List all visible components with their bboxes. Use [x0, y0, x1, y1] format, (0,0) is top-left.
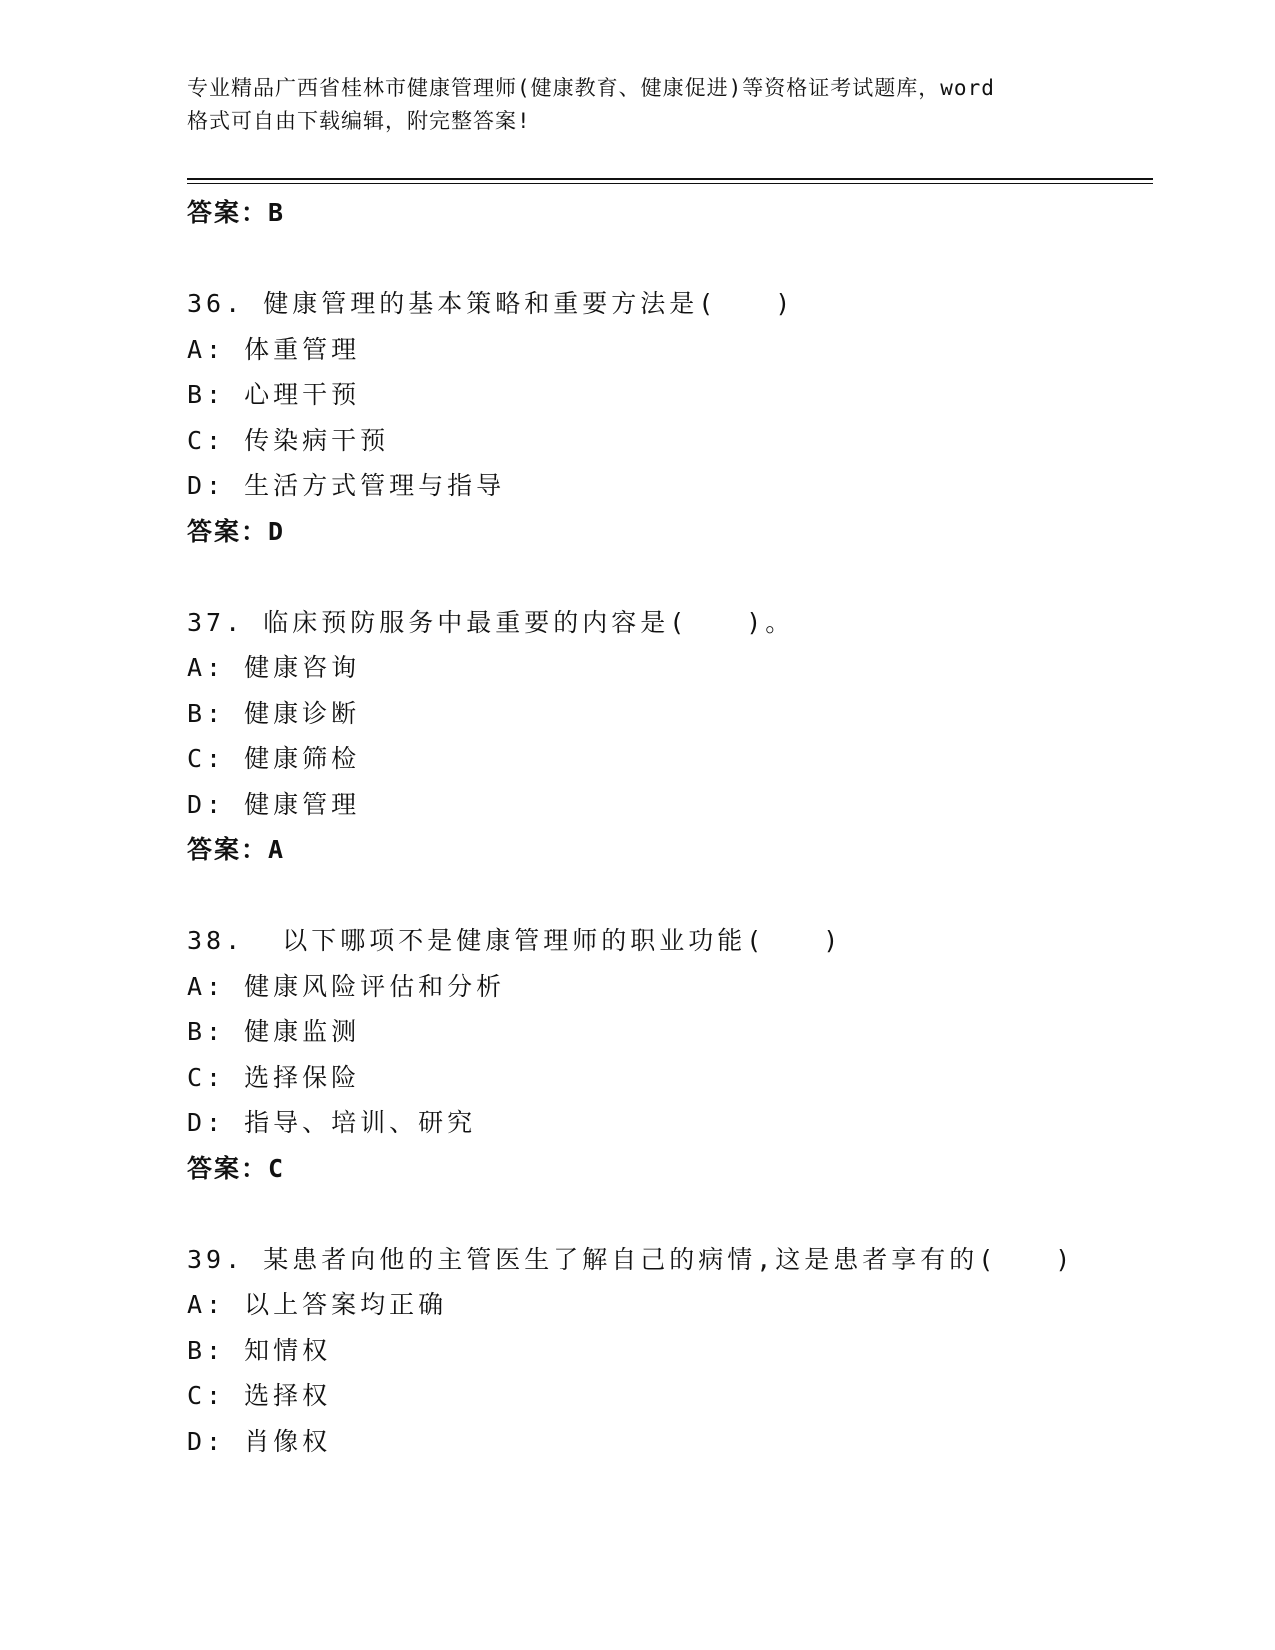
option-a: A: 以上答案均正确	[187, 1290, 448, 1319]
question-38	[187, 918, 1147, 1191]
question-39	[187, 1237, 1147, 1465]
spacer	[187, 1191, 1147, 1237]
option-c: C: 选择保险	[187, 1062, 361, 1092]
option-b: B: 健康诊断	[187, 698, 361, 728]
option-c: C: 选择权	[187, 1381, 332, 1410]
option-d: D: 指导、培训、研究	[187, 1108, 477, 1137]
option-b: B: 健康监测	[187, 1017, 361, 1046]
option-a: A: 体重管理	[187, 334, 361, 364]
header-line-2: 格式可自由下载编辑，附完整答案!	[187, 109, 531, 133]
spacer	[187, 236, 1147, 282]
spacer	[187, 554, 1147, 600]
answer: 答案：C	[187, 1153, 286, 1183]
answer: 答案：D	[187, 516, 286, 546]
option-b: B: 心理干预	[187, 380, 361, 409]
question-stem: 37. 临床预防服务中最重要的内容是( )。	[187, 607, 795, 637]
header-rule-thick	[187, 178, 1153, 180]
spacer	[187, 873, 1147, 919]
option-a: A: 健康咨询	[187, 653, 361, 682]
question-36	[187, 281, 1147, 554]
option-c: C: 传染病干预	[187, 425, 390, 455]
question-list	[187, 190, 1147, 1464]
option-d: D: 肖像权	[187, 1426, 332, 1456]
answer: 答案：A	[187, 835, 286, 864]
option-b: B: 知情权	[187, 1335, 332, 1365]
question-stem: 36. 健康管理的基本策略和重要方法是( )	[187, 289, 795, 318]
document-header	[187, 72, 1087, 138]
previous-answer: 答案：B	[187, 198, 286, 227]
option-a: A: 健康风险评估和分析	[187, 971, 506, 1001]
option-c: C: 健康筛检	[187, 744, 361, 773]
option-d: D: 健康管理	[187, 789, 361, 819]
question-37	[187, 600, 1147, 873]
header-line-1: 专业精品广西省桂林市健康管理师(健康教育、健康促进)等资格证考试题库，word	[187, 76, 995, 100]
header-rule-thin	[187, 183, 1153, 184]
option-d: D: 生活方式管理与指导	[187, 471, 506, 500]
question-stem: 38. 以下哪项不是健康管理师的职业功能( )	[187, 926, 843, 955]
question-stem: 39. 某患者向他的主管医生了解自己的病情,这是患者享有的( )	[187, 1244, 1075, 1274]
